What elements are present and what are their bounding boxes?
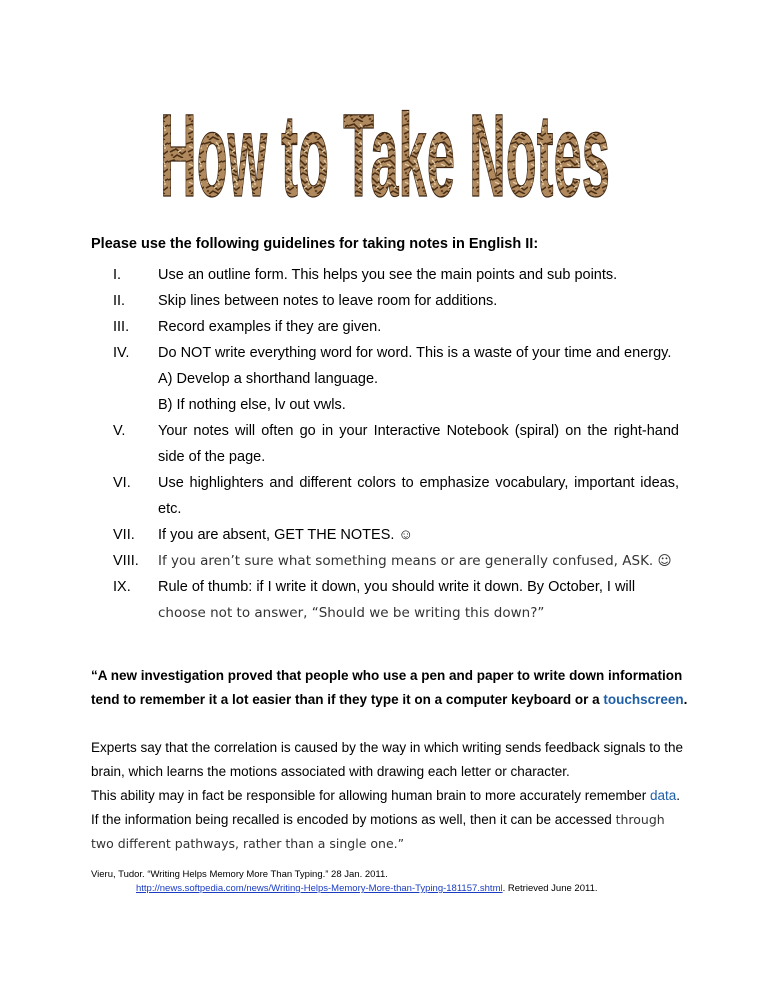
list-text: If you aren’t sure what something means or are generally confused, ASK. ☺ [158, 553, 672, 569]
list-item [91, 548, 679, 574]
list-text: Use highlighters and different colors to emphasize vocabulary, important ideas, etc. [158, 475, 679, 517]
touchscreen-link[interactable]: touchscreen [603, 691, 684, 707]
list-number: IX. [113, 579, 131, 595]
list-item [91, 288, 679, 314]
list-item [91, 574, 679, 626]
guidelines-list [91, 262, 679, 626]
list-number: II. [113, 293, 126, 309]
list-text: Skip lines between notes to leave room for additions. [158, 293, 498, 309]
page-title [150, 86, 620, 210]
body-p2 [91, 784, 691, 856]
title-wordart [150, 86, 620, 210]
body-p2-text: This ability may in fact be responsible for allowing human brain to more accurately remember [91, 788, 650, 803]
list-number: VI. [113, 475, 131, 491]
citation [91, 868, 691, 896]
citation-source: Vieru, Tudor. “Writing Helps Memory More Than Typing.” 28 Jan. 2011. [91, 869, 388, 880]
body-p2-end: through two different pathways, rather than a single one.” [91, 812, 665, 851]
list-number: IV. [113, 345, 130, 361]
quote-end: . [683, 691, 688, 707]
list-item [91, 522, 679, 548]
citation-line2 [91, 882, 691, 896]
list-item [91, 314, 679, 340]
list-number: III. [113, 319, 130, 335]
list-item [91, 418, 679, 470]
intro-heading: Please use the following guidelines for taking notes in English II: [91, 236, 539, 252]
list-text: Rule of thumb: if I write it down, you should write it down. By October, I will [158, 579, 636, 595]
list-text: Use an outline form. This helps you see the main points and sub points. [158, 267, 618, 283]
title-text: How to Take Notes [160, 90, 610, 210]
quote-text: “A new investigation proved that people who use a pen and paper to write down information tend to remember it a lot easier than if they type it on a computer keyboard or a [91, 668, 683, 707]
citation-retrieved: . Retrieved June 2011. [502, 883, 598, 894]
list-number: VII. [113, 527, 135, 543]
list-text-continued: choose not to answer, “Should we be writing this down?” [158, 605, 545, 621]
list-number: V. [113, 423, 126, 439]
list-item [91, 340, 679, 366]
quote-paragraph [91, 664, 691, 711]
body-p2-rest: . If the information being recalled is encoded by motions as well, then it can be accessed [91, 788, 681, 827]
list-text: Do NOT write everything word for word. This is a waste of your time and energy. [158, 345, 672, 361]
list-text: If you are absent, GET THE NOTES. ☺ [158, 527, 414, 543]
list-number: VIII. [113, 553, 139, 569]
data-link[interactable]: data [650, 788, 677, 803]
list-item [91, 262, 679, 288]
list-text: Your notes will often go in your Interactive Notebook (spiral) on the right-hand side of the page. [158, 423, 679, 465]
body-p1: Experts say that the correlation is caused by the way in which writing sends feedback signals to the brain, which learns the motions associated with drawing each letter or character. [91, 740, 684, 779]
citation-url-link[interactable]: http://news.softpedia.com/news/Writing-Helps-Memory-More-than-Typing-181157.shtml [136, 883, 503, 894]
sub-item: A) Develop a shorthand language. [158, 371, 379, 387]
list-number: I. [113, 267, 122, 283]
sub-item: B) If nothing else, lv out vwls. [158, 397, 346, 413]
body-paragraph [91, 736, 691, 856]
list-text: Record examples if they are given. [158, 319, 382, 335]
list-item [91, 470, 679, 522]
